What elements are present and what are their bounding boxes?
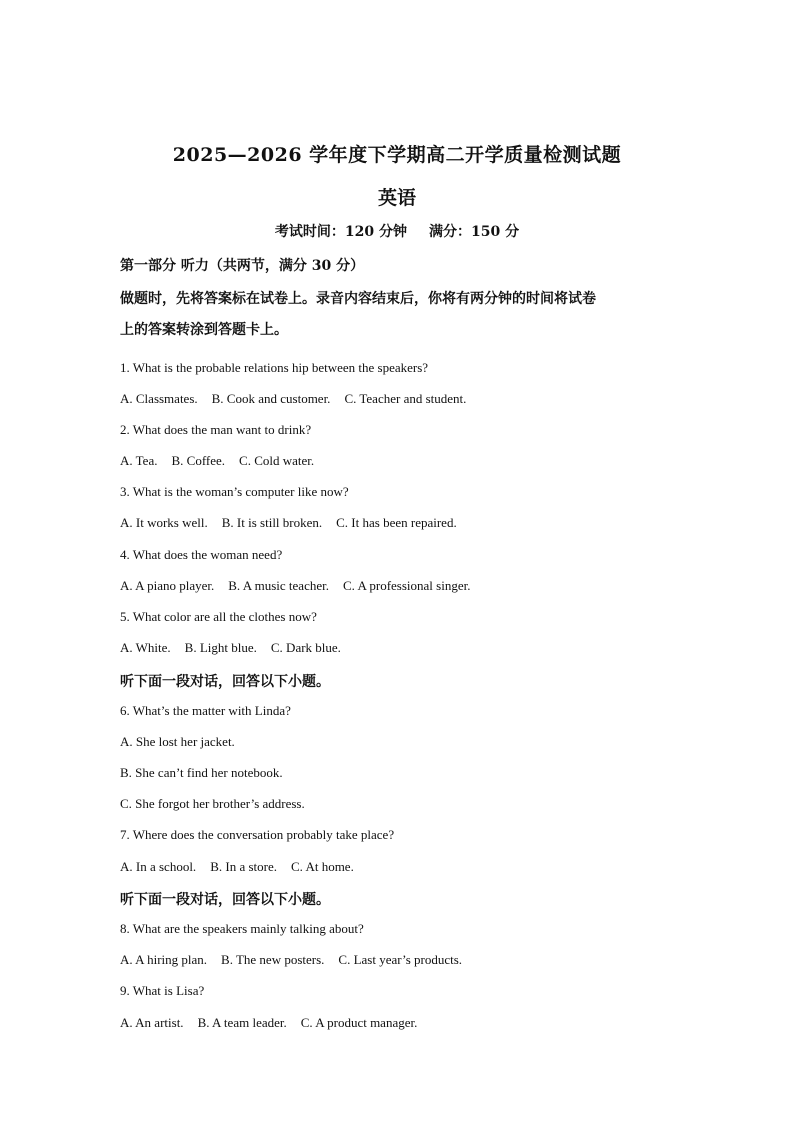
option-b: B. It is still broken. (221, 515, 323, 530)
question-4: 4. What does the woman need? (120, 547, 283, 562)
question-7: 7. Where does the conversation probably take place? (120, 827, 395, 842)
exam-info (0, 221, 794, 241)
option-a: A. An artist. (120, 1015, 184, 1030)
question-3-options (120, 515, 457, 531)
option-c: C. Dark blue. (270, 640, 341, 655)
option-a: A. White. (120, 640, 171, 655)
option-b: B. The new posters. (221, 952, 325, 967)
part1-instruction-line1: 做题时，先将答案标在试卷上。录音内容结束后，你将有两分钟的时间将试卷 (120, 291, 596, 307)
question-5-options (120, 640, 341, 656)
option-a: A. It works well. (120, 515, 208, 530)
option-a: A. A piano player. (120, 578, 215, 593)
question-6-option-a: A. She lost her jacket. (120, 734, 235, 749)
dialogue-instruction-1: 听下面一段对话，回答以下小题。 (120, 674, 330, 690)
exam-subject: 英语 (377, 187, 416, 209)
option-c: C. Cold water. (239, 453, 315, 468)
question-3: 3. What is the woman’s computer like now? (120, 484, 349, 499)
question-8: 8. What are the speakers mainly talking about? (120, 921, 364, 936)
option-b: B. A music teacher. (228, 578, 329, 593)
option-c: C. At home. (290, 859, 354, 874)
option-a: A. Classmates. (120, 391, 198, 406)
full-score: 满分：150 分 (429, 224, 520, 240)
question-9-options (120, 1015, 417, 1031)
option-c: C. Last year’s products. (338, 952, 463, 967)
option-a: A. In a school. (120, 859, 197, 874)
question-9: 9. What is Lisa? (120, 983, 205, 998)
part1-heading: 第一部分 听力（共两节，满分 30 分） (120, 258, 365, 274)
question-2-options (120, 453, 314, 469)
option-b: B. Coffee. (171, 453, 226, 468)
option-b: B. A team leader. (197, 1015, 287, 1030)
dialogue-instruction-2: 听下面一段对话，回答以下小题。 (120, 892, 330, 908)
question-6-option-c: C. She forgot her brother’s address. (120, 796, 305, 811)
option-c: C. A product manager. (300, 1015, 418, 1030)
question-5: 5. What color are all the clothes now? (120, 609, 317, 624)
question-7-options (120, 859, 354, 875)
option-c: C. Teacher and student. (344, 391, 467, 406)
part1-instruction-line2: 上的答案转涂到答题卡上。 (120, 322, 288, 338)
option-a: A. Tea. (120, 453, 158, 468)
option-c: C. A professional singer. (342, 578, 471, 593)
option-c: C. It has been repaired. (336, 515, 457, 530)
question-8-options (120, 952, 462, 968)
option-b: B. Light blue. (184, 640, 257, 655)
question-1: 1. What is the probable relations hip between the speakers? (120, 360, 429, 375)
option-b: B. In a store. (210, 859, 277, 874)
question-2: 2. What does the man want to drink? (120, 422, 312, 437)
question-6-option-b: B. She can’t find her notebook. (120, 765, 283, 780)
exam-time: 考试时间：120 分钟 (274, 224, 407, 240)
exam-title: 2025—2026 学年度下学期高二开学质量检测试题 (172, 144, 622, 166)
option-a: A. A hiring plan. (120, 952, 208, 967)
question-1-options (120, 391, 466, 407)
question-4-options (120, 578, 470, 594)
question-6: 6. What’s the matter with Linda? (120, 703, 291, 718)
option-b: B. Cook and customer. (211, 391, 331, 406)
